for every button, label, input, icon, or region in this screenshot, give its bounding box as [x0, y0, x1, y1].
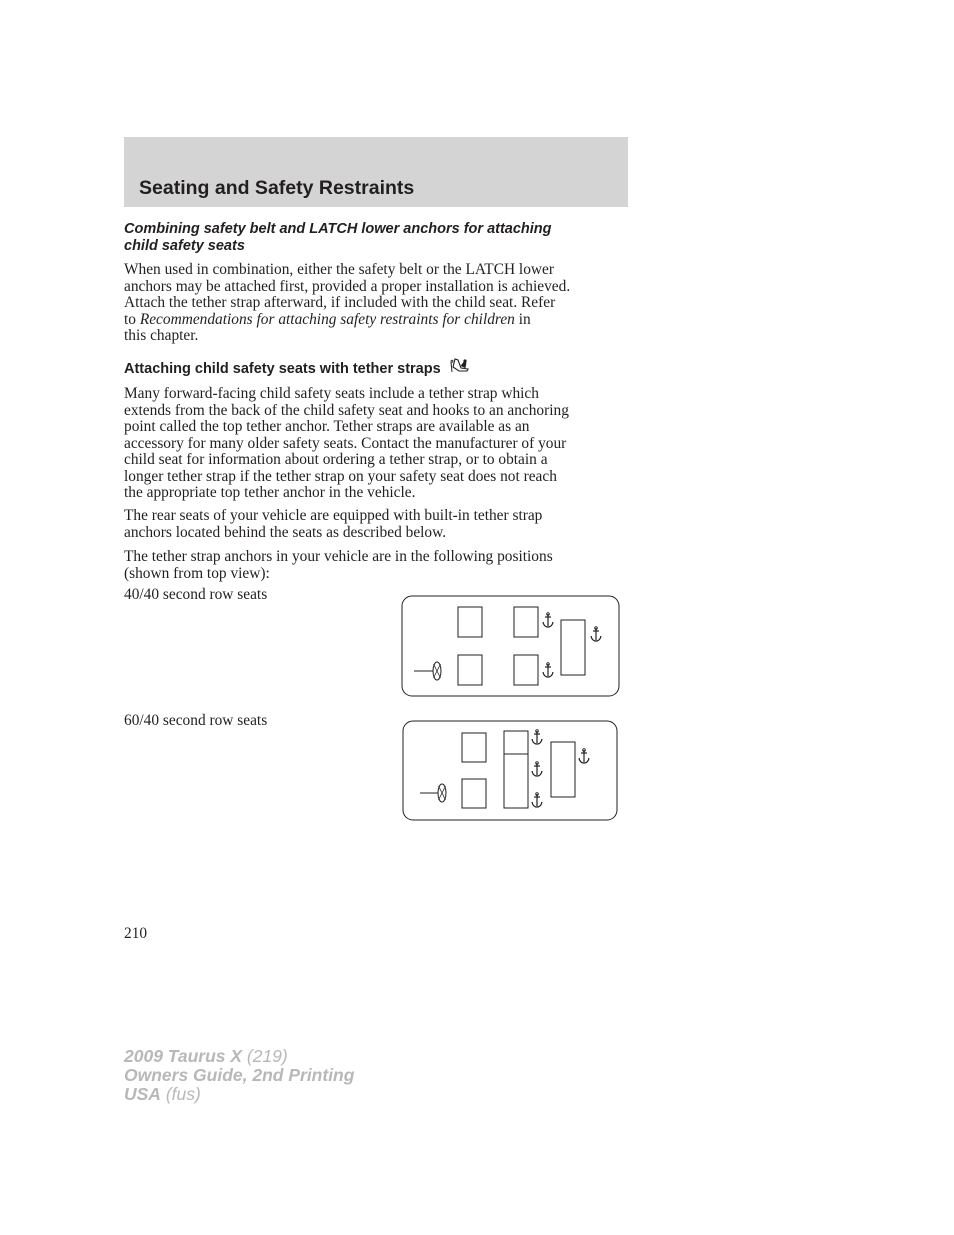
text-line [124, 312, 630, 329]
diagram-label-60-40: 60/40 second row seats [124, 712, 268, 729]
page-number: 210 [124, 925, 148, 942]
footer-model: 2009 Taurus X [124, 1046, 243, 1066]
steering-wheel-icon [420, 784, 446, 802]
heading-line: child safety seats [124, 237, 245, 254]
anchor-icon [543, 613, 553, 627]
text-line: (shown from top view): [124, 564, 270, 582]
text-line: child seat for information about ordering a tether strap, or to obtain a [124, 451, 548, 468]
footer-code: (219) [242, 1046, 288, 1066]
text-line: When used in combination, either the safety belt or the LATCH lower [124, 261, 554, 278]
text-span: to [124, 310, 140, 328]
heading-text: Attaching child safety seats with tether straps [124, 361, 441, 377]
chapter-title: Seating and Safety Restraints [139, 177, 415, 199]
text-line: anchors located behind the seats as described below. [124, 523, 447, 541]
text-line: Many forward-facing child safety seats include a tether strap which [124, 385, 539, 402]
text-line: this chapter. [124, 327, 199, 344]
document-footer [124, 1047, 354, 1104]
third-row-seat [561, 620, 585, 675]
tether-anchor-diagram-60-40 [402, 720, 619, 822]
text-line: longer tether strap if the tether strap on your safety seat does not reach [124, 467, 557, 485]
text-span: in [514, 310, 531, 328]
text-line: extends from the back of the child safety seat and hooks to an anchoring [124, 401, 569, 419]
anchor-icon [591, 627, 601, 641]
steering-wheel-icon [414, 662, 441, 680]
diagram-label-40-40: 40/40 second row seats [124, 586, 268, 603]
front-seat-right [462, 779, 486, 808]
anchor-icon [532, 730, 542, 744]
anchor-icon [543, 663, 553, 677]
second-row-seat-left [514, 607, 538, 637]
text-line: the appropriate top tether anchor in the vehicle. [124, 484, 416, 501]
paragraph-tether-intro [124, 386, 630, 502]
second-row-seat-right [514, 655, 538, 685]
section-heading-tether [124, 358, 471, 380]
footer-market: USA [124, 1084, 161, 1104]
front-seat-right [458, 655, 482, 685]
footer-line [124, 1066, 354, 1085]
chapter-header [124, 137, 628, 207]
paragraph-positions [124, 549, 630, 582]
front-seat-left [458, 607, 482, 637]
heading-line: Combining safety belt and LATCH lower anchors for attaching [124, 221, 552, 237]
anchor-icon [532, 762, 542, 776]
footer-line [124, 1047, 354, 1066]
child-seat-icon [449, 358, 471, 380]
section-heading-combining [124, 221, 634, 254]
paragraph-rear-seats [124, 508, 630, 541]
footer-code: (fus) [160, 1084, 201, 1104]
text-line: point called the top tether anchor. Tether straps are available as an [124, 418, 530, 435]
cross-reference: Recommendations for attaching safety restraints for children [139, 310, 515, 328]
text-line: The rear seats of your vehicle are equipped with built-in tether strap [124, 507, 543, 524]
tether-anchor-diagram-40-40 [401, 595, 620, 698]
paragraph-combining [124, 262, 630, 345]
text-line: The tether strap anchors in your vehicle are in the following positions [124, 548, 553, 565]
text-line: anchors may be attached first, provided a proper installation is achieved. [124, 277, 571, 295]
anchor-icon [579, 749, 589, 763]
third-row-seat [551, 742, 575, 797]
text-line: Attach the tether strap afterward, if included with the child seat. Refer [124, 294, 556, 311]
footer-line [124, 1085, 354, 1104]
text-line: accessory for many older safety seats. Contact the manufacturer of your [124, 434, 567, 452]
footer-edition: Owners Guide, 2nd Printing [124, 1065, 355, 1085]
anchor-icon [532, 793, 542, 807]
second-row-bench [504, 731, 528, 808]
front-seat-left [462, 733, 486, 762]
